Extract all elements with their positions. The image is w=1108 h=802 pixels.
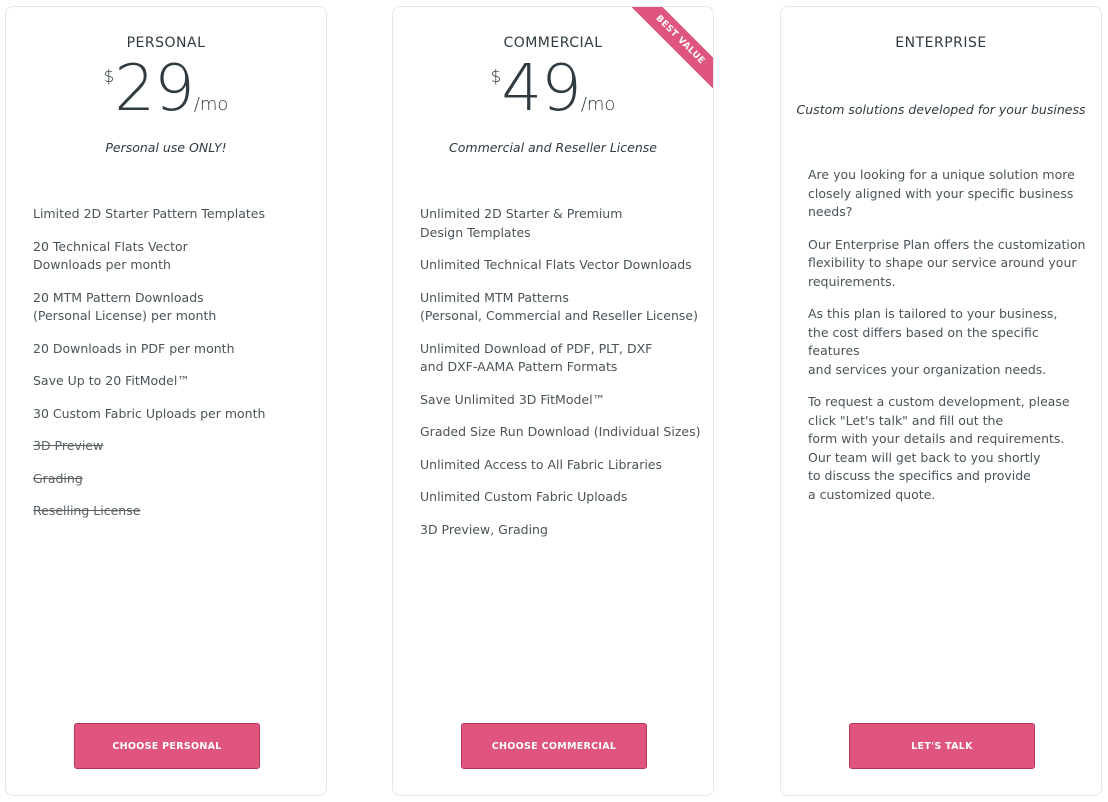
feature-item: Graded Size Run Download (Individual Sizes) xyxy=(420,424,701,439)
price-period: /mo xyxy=(580,94,616,115)
plan-card-personal xyxy=(5,6,327,796)
feature-list xyxy=(33,205,316,535)
plan-name: ENTERPRISE xyxy=(895,35,987,51)
feature-item: Unlimited Download of PDF, PLT, DXF and DXF-AAMA Pattern Formats xyxy=(420,340,653,374)
price-amount: 29 xyxy=(114,52,194,126)
plan-card-enterprise xyxy=(780,6,1102,796)
feature-item: Unlimited Access to All Fabric Libraries xyxy=(420,456,663,472)
plan-subtitle: Personal use ONLY! xyxy=(105,140,227,155)
choose-commercial-button[interactable]: CHOOSE COMMERCIAL xyxy=(461,723,647,769)
plan-card-commercial xyxy=(392,6,714,796)
feature-item: Unlimited 2D Starter & Premium Design Templates xyxy=(420,206,623,240)
feature-item-excluded: Reselling License xyxy=(33,503,141,518)
plan-subtitle: Commercial and Reseller License xyxy=(449,140,657,155)
description-paragraph: As this plan is tailored to your business, the cost differs based on the specific features and services your organization needs. xyxy=(808,306,1058,377)
choose-personal-button[interactable]: CHOOSE PERSONAL xyxy=(74,723,260,769)
ribbon-label: BEST VALUE xyxy=(626,7,713,94)
description-paragraph: To request a custom development, please click "Let's talk" and fill out the form with your details and requirements. Our team will get back to you shortly to discuss the specifics and provide a customized quote. xyxy=(808,394,1070,502)
lets-talk-button[interactable]: LET'S TALK xyxy=(849,723,1035,769)
feature-item: 20 MTM Pattern Downloads (Personal License) per month xyxy=(33,289,217,323)
feature-item-excluded: 3D Preview xyxy=(33,438,104,453)
description-paragraph: Are you looking for a unique solution more closely aligned with your specific business needs? xyxy=(808,167,1075,219)
feature-item: Unlimited Technical Flats Vector Downloads xyxy=(420,257,692,272)
feature-item: 30 Custom Fabric Uploads per month xyxy=(33,405,266,421)
feature-item: 3D Preview, Grading xyxy=(420,521,548,537)
price-period: /mo xyxy=(193,94,229,115)
feature-item-excluded: Grading xyxy=(33,470,83,486)
plan-price xyxy=(6,52,326,126)
feature-item: Limited 2D Starter Pattern Templates xyxy=(33,206,265,221)
feature-item: 20 Downloads in PDF per month xyxy=(33,340,235,356)
plan-name: PERSONAL xyxy=(126,35,206,51)
plan-name: COMMERCIAL xyxy=(503,35,603,51)
enterprise-description xyxy=(808,166,1087,518)
feature-item: Save Unlimited 3D FitModel™ xyxy=(420,391,606,407)
price-amount: 49 xyxy=(501,52,581,126)
feature-item: 20 Technical Flats Vector Downloads per month xyxy=(33,238,188,272)
currency-symbol: $ xyxy=(103,67,115,87)
currency-symbol: $ xyxy=(490,67,502,87)
plan-price xyxy=(393,52,713,126)
feature-item: Save Up to 20 FitModel™ xyxy=(33,373,190,388)
description-paragraph: Our Enterprise Plan offers the customization flexibility to shape our service around your requirements. xyxy=(808,236,1086,289)
feature-item: Unlimited Custom Fabric Uploads xyxy=(420,489,628,504)
plan-subtitle: Custom solutions developed for your business xyxy=(796,102,1086,117)
feature-list xyxy=(420,205,703,553)
feature-item: Unlimited MTM Patterns (Personal, Commercial and Reseller License) xyxy=(420,289,698,323)
